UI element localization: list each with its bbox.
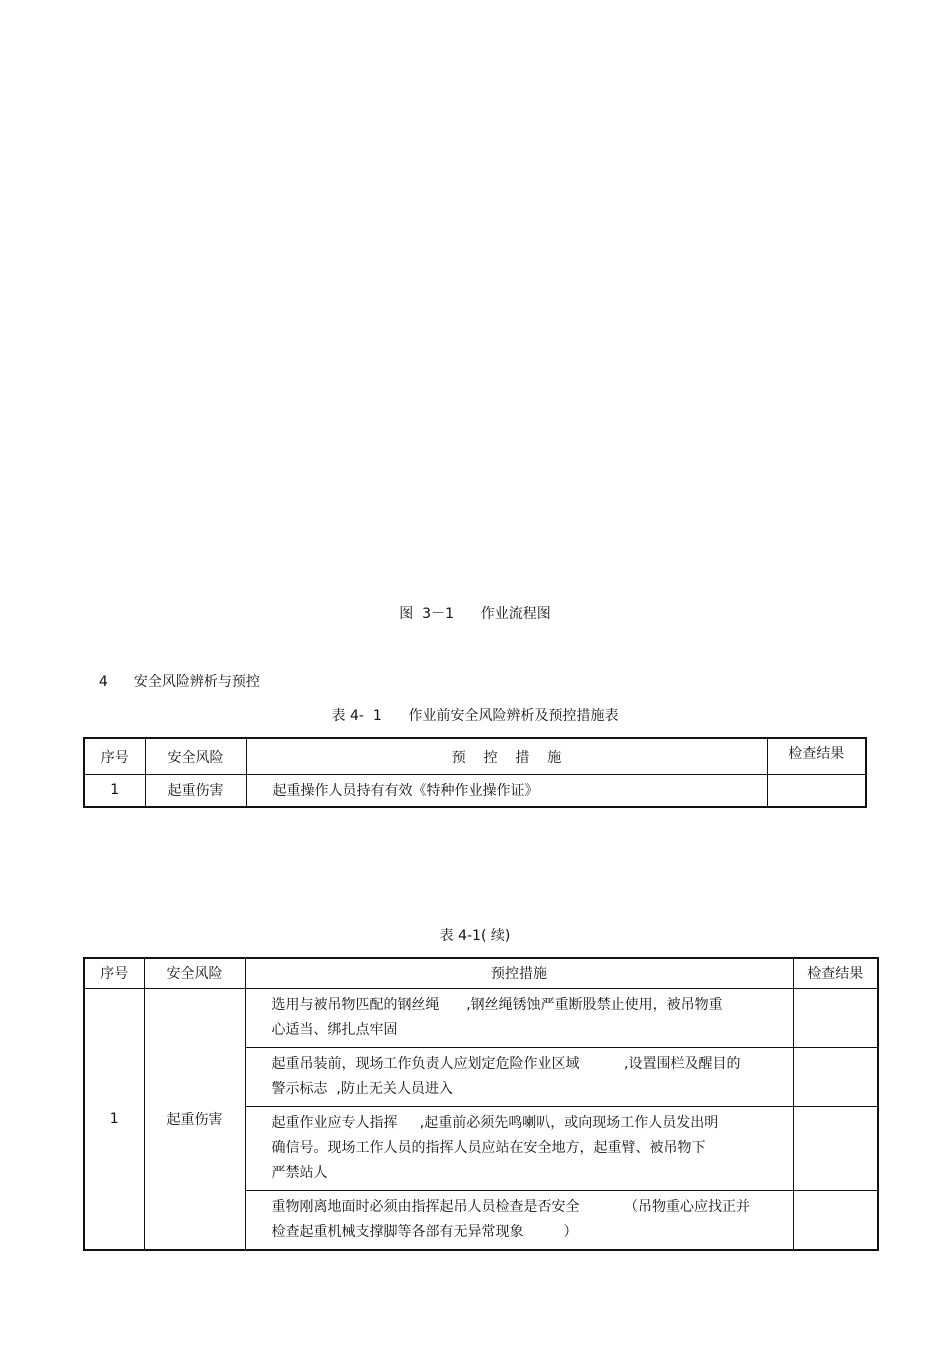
table1-cell-measure: 起重操作人员持有有效《特种作业操作证》 <box>246 775 767 807</box>
table2-result-1[interactable] <box>793 988 878 1047</box>
table2-measure-4: 重物刚离地面时必须由指挥起吊人员检查是否安全 （吊物重心应找正并 检查起重机械支撑脚等各部有无异常现象 ） <box>245 1190 793 1250</box>
table2-measure-3: 起重作业应专人指挥 ,起重前必须先鸣喇叭，或向现场工作人员发出明 确信号。现场工作人员的指挥人员应站在安全地方，起重臂、被吊物下 严禁站人 <box>245 1106 793 1190</box>
table2-caption: 表 4-1( 续) <box>439 928 511 944</box>
table2-header-result: 检查结果 <box>793 958 878 988</box>
table1-cell-no: 1 <box>84 775 145 807</box>
table2-header-measures: 预控措施 <box>245 958 793 988</box>
table2-cell-no: 1 <box>84 988 144 1250</box>
section-title: 安全风险辨析与预控 <box>133 674 260 690</box>
section-number: 4 <box>98 674 108 690</box>
table1 <box>83 737 867 808</box>
table2-result-2[interactable] <box>793 1047 878 1106</box>
table1-cell-result[interactable] <box>767 775 866 807</box>
table1-header-result: 检查结果 <box>767 738 866 775</box>
table2 <box>83 957 879 1251</box>
table1-cell-risk: 起重伤害 <box>145 775 246 807</box>
table-row <box>84 988 878 1047</box>
table1-header-measures: 预 控 措 施 <box>246 738 767 775</box>
table2-header-risk: 安全风险 <box>144 958 245 988</box>
table2-cell-risk: 起重伤害 <box>144 988 245 1250</box>
table2-result-3[interactable] <box>793 1106 878 1190</box>
table2-measure-1: 选用与被吊物匹配的钢丝绳 ,钢丝绳锈蚀严重断股禁止使用，被吊物重 心适当、绑扎点牢固 <box>245 988 793 1047</box>
table1-header-no: 序号 <box>84 738 145 775</box>
table2-header-no: 序号 <box>84 958 144 988</box>
table1-caption: 表 4- 1 作业前安全风险辨析及预控措施表 <box>331 708 619 724</box>
table-row <box>84 775 866 807</box>
table2-result-4[interactable] <box>793 1190 878 1250</box>
section-heading <box>90 655 260 691</box>
figure-caption: 图 3－1 作业流程图 <box>399 606 551 622</box>
table2-measure-2: 起重吊装前，现场工作负责人应划定危险作业区域 ,设置围栏及醒目的 警示标志 ,防止无关人员进入 <box>245 1047 793 1106</box>
table1-header-risk: 安全风险 <box>145 738 246 775</box>
